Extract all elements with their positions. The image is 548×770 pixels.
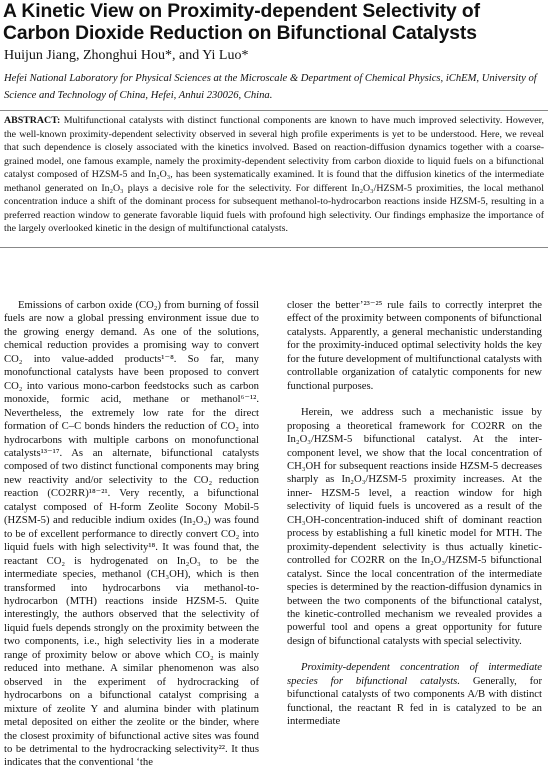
affiliation: Hefei National Laboratory for Physical Sciences at the Microscale & Department of Chemical Physics, iChEM, University of Science and Technology of China, Hefei, Anhui 230026, China. [4,73,537,101]
section-text: Generally, for bifunctional catalysts of two components A/B with distinct functional, the reactant R fed in is catalyzed to be an intermediate [287,675,542,728]
right-column [287,299,542,729]
intro-paragraph-1-continued: closer the better’²³⁻²⁵ rule fails to correctly interpret the effect of the proximity between components of bifunctional catalysts. Apparently, a general mechanistic understanding for the proximity-induced optimal selectivity holds the key for the future development of multifunctional catalysts with controllable organization of catalytic components for new functional purposes. [287,300,542,392]
abstract [4,114,544,236]
abstract-text: Multifunctional catalysts with distinct functional components are known to have much improved selectivity. However, the well-known proximity-dependent selectivity observed in several high profile experiments is yet to be understood. Here, we reveal that such dependence is closely associated with the kinetics involved. Based on reaction-diffusion dynamics together with a coarse-grained model, one famous example, namely the proximity-dependent selectivity from carbon dioxide to liquid fuels on a bifunctional catalyst composed of HZSM-5 and In₂O₃, has been systematically examined. It is found that the diffusion kinetics of the intermediate methanol generated on In₂O₃ plays a decisive role for the selectivity. For different In₂O₃/HZSM-5 proximities, the local methanol concentration induce a shift of the dominant process for subsequent methanol-to-hydrocarbon reactions inside HZSM-5, resulting in a preferred reaction window to generate favorable liquid fuels with profound high selectivity. Our findings emphasize the importance of the largely overlooked kinetic in the design of multifunctional catalysts. [4,115,544,234]
intro-paragraph-2: Herein, we address such a mechanistic issue by proposing a theoretical framework for CO2RR on the In₂O₃/HZSM-5 bifunctional catalyst. At the inter-component level, we show that the local concentration of CH₃OH for subsequent reactions inside HZSM-5 decreases sharply as In₂O₃/HZSM-5 proximity increases. At the inner- HZSM-5 level, a reaction window for high selectivity of liquid fuels is uncovered as a result of the CH₃OH-concentration-induced shift of dominant reaction process by establishing a full kinetic model for MTH. The proximity-dependent selectivity is thus actually kinetic-controlled for CO2RR on the In₂O₃/HZSM-5 bifunctional catalyst. Since the local concentration of the intermediate species is determined by the reaction-diffusion dynamics in between the two components of the bifunctional catalyst, the kinetic-controlled mechanism we revealed provides a powerful tool and opens a great opportunity for future design of bifunctional catalysts with special selectivity. [287,407,542,647]
author-list: Huijun Jiang, Zhonghui Hou*, and Yi Luo* [4,48,249,63]
abstract-label: ABSTRACT: [4,115,61,126]
paper-title: A Kinetic View on Proximity-dependent Selectivity of Carbon Dioxide Reduction on Bifunctional Catalysts [3,1,480,44]
section-heading: Proximity-dependent concentration of intermediate species for bifunctional catalysts. [287,662,542,687]
intro-paragraph-1: Emissions of carbon oxide (CO₂) from burning of fossil fuels are now a global pressing environment issue due to the growing energy demand. As one of the solutions, chemical reduction provides a promising way to convert CO₂ into value-added products¹⁻⁸. So far, many monofunctional catalysts have been proposed to convert CO₂ into various mono-carbon feedstocks such as carbon monoxide, formic acid, methane or methanol⁶⁻¹². Nevertheless, the extremely low rate for the direct formation of C–C bonds hinders the reduction of CO₂ into hydrocarbons with multiple carbons on monofunctional catalysts¹³⁻¹⁷. As an alternate, bifunctional catalysts composed of two distinct functional components may bring new reactivity and/or selectivity to the CO₂ reduction reaction (CO2RR)¹⁸⁻²¹. Very recently, a bifunctional catalyst composed of H-form Zeolite Socony Mobil-5 (HZSM-5) and reducible indium oxides (In₂O₃) was found to be of excellent performance to directly convert CO₂ into liquid fuels with high selectivity¹⁸. It was found that, the reactant CO₂ is hydrogenated on In₂O₃ to be the intermediate species, methanol (CH₃OH), which is then transformed into hydrocarbons via methanol-to-hydrocarbon (MTH) reactions inside HZSM-5. Quite interestingly, the authors observed that the selectivity of liquid fuels depends strongly on the proximity between the two components, i.e., high selectivity lies in a moderate range of proximity below or above which CO₂ is mainly reduced into methane. A similar phenomenon was also observed in the experiment of hydrocracking of hydrocarbons on a bifunctional catalyst comprising a mixture of zeolite Y and alumina binder with platinum metal deposited on either the zeolite or the binder, where the closest proximity of bifunctional active sites was found to be detrimental to the hydrocracking selectivity²². It thus indicates that the conventional ‘the [4,300,259,769]
left-column [4,299,259,770]
section-paragraph [287,661,542,728]
